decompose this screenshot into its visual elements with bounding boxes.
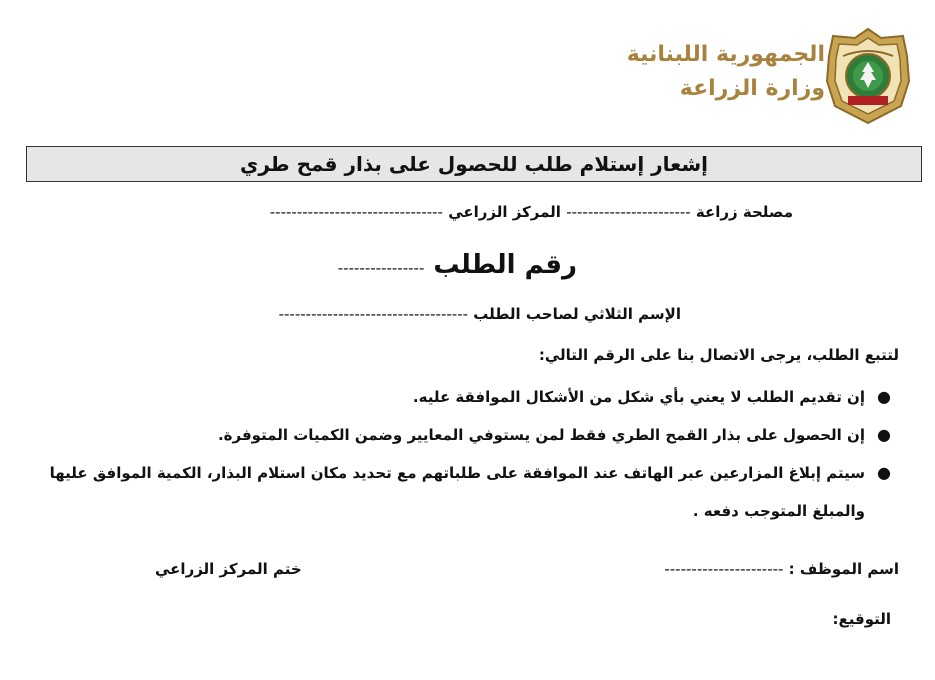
list-item	[29, 454, 899, 530]
bullet-icon: ●	[877, 387, 891, 406]
note-text: إن تقديم الطلب لا يعني بأي شكل من الأشكال الموافقة عليه.	[412, 388, 865, 406]
request-number-label: رقم الطلب	[433, 250, 577, 280]
document-title: إشعار إستلام طلب للحصول على بذار قمح طري	[26, 146, 922, 182]
note-text: سيتم إبلاغ المزارعين عبر الهاتف عند الموافقة على طلباتهم مع تحديد مكان استلام البذار، الكمية الموافق عليها والمبلغ المتوجب دفعه .	[49, 464, 865, 520]
ministry-emblem-icon	[823, 26, 913, 126]
employee-line	[664, 560, 899, 578]
list-item	[29, 416, 899, 454]
center-stamp-label: ختم المركز الزراعي	[155, 560, 302, 578]
agricultural-center-field: --------------------------------	[269, 203, 443, 221]
followup-text: لتتبع الطلب، يرجى الاتصال بنا على الرقم التالي:	[538, 346, 899, 364]
note-text: إن الحصول على بذار القمح الطري فقط لمن يستوفي المعايير وضمن الكميات المتوفرة.	[217, 426, 865, 444]
applicant-line	[279, 305, 681, 323]
ministry-name: وزارة الزراعة	[679, 76, 825, 101]
applicant-name-field: -----------------------------------	[278, 305, 469, 323]
department-field: -----------------------	[566, 203, 691, 221]
bullet-icon: ●	[877, 463, 891, 482]
applicant-name-label: الإسم الثلاثي لصاحب الطلب	[473, 305, 681, 323]
department-label: مصلحة زراعة	[695, 203, 793, 221]
department-line	[270, 203, 793, 221]
signature-label: التوقيع:	[832, 610, 891, 628]
request-number-line	[338, 250, 577, 280]
employee-name-field: ----------------------	[664, 560, 784, 578]
employee-name-label: اسم الموظف :	[788, 560, 899, 578]
list-item	[29, 378, 899, 416]
country-name: الجمهورية اللبنانية	[626, 42, 825, 67]
bullet-icon: ●	[877, 425, 891, 444]
agricultural-center-label: المركز الزراعي	[448, 203, 561, 221]
request-number-field: ----------------	[337, 259, 425, 277]
notes-list	[29, 378, 899, 530]
header-organization	[525, 38, 825, 106]
